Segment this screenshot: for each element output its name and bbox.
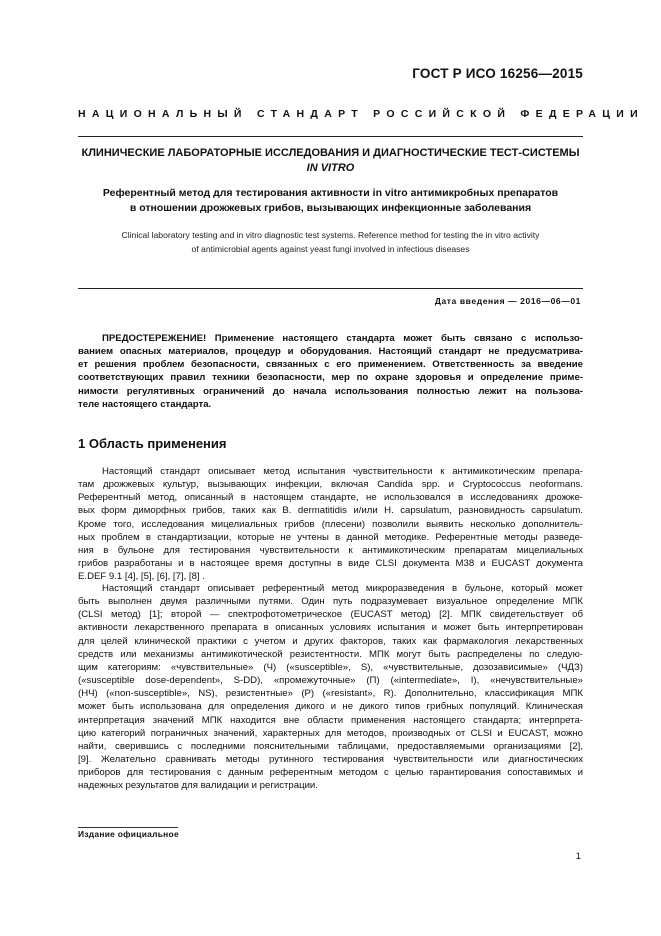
subtitle-line-2: в отношении дрожжевых грибов, вызывающих инфекционные заболевания — [129, 201, 532, 214]
header-divider — [78, 136, 583, 137]
paragraph-line: щим категориям: «чувствительные» (Ч) («susceptible», S), «чувствительные, дозозависимые» (ЧДЗ) — [78, 661, 583, 673]
document-title — [78, 146, 583, 175]
warning-line: теле настоящего стандарта. — [78, 398, 212, 410]
warning-line: ет решения проблем безопасности, связанных с его применением. Ответственность за введение — [78, 359, 583, 371]
warning-line: соответствующих правил техники безопасности, мер по охране здоровья и определение приме- — [78, 372, 583, 384]
title-divider — [78, 288, 583, 289]
paragraph-line: Настоящий стандарт описывает метод испытания чувствительности к антимикотическим препара- — [102, 466, 583, 477]
document-subtitle — [78, 186, 583, 215]
section-paragraph-1 — [78, 465, 583, 583]
paragraph-line: ных проблем в стандартизации, которые не учтены в данной методике. Референтные методы разведе- — [78, 531, 583, 543]
paragraph-line: Настоящий стандарт описывает референтный метод микроразведения в бульоне, который может — [102, 583, 583, 594]
english-title-line-2: of antimicrobial agents against yeast fungi involved in infectious diseases — [191, 244, 470, 254]
section-heading: 1 Область применения — [78, 436, 227, 451]
paragraph-line: вых форм диморфных грибов, таких как B. dermatitidis и/или H. capsulatum, разновидность capsulatum. — [78, 505, 583, 517]
paragraph-line: E.DEF 9.1 [4], [5], [6], [7], [8] . — [78, 571, 205, 583]
paragraph-line: там дрожжевых культур, вызывающих инфекции, включая Candida spp. и Cryptococcus neoformans. — [78, 479, 583, 491]
page-number: 1 — [575, 851, 581, 862]
english-title — [78, 228, 583, 256]
warning-line: ПРЕДОСТЕРЕЖЕНИЕ! Применение настоящего стандарта может быть связано с использо- — [102, 333, 583, 344]
paragraph-line: активности лекарственного препарата в описанных условиях испытания и может быть интерпретирован — [78, 622, 583, 634]
paragraph-line: Референтный метод, описанный в настоящем стандарте, не использовался в исследованиях дрожже- — [78, 492, 583, 504]
paragraph-line: для целей клинической практики с учетом и других факторов, таких как фармакология лекарственных — [78, 635, 583, 647]
footer-divider — [78, 827, 178, 828]
paragraph-line: (CLSI метод) [1]; второй — спектрофотометрическое (EUCAST метод) [2]. МПК свидетельствует об — [78, 609, 583, 621]
paragraph-line: быть выполнен двумя различными путями. Один путь подразумевает визуальное определение МПК — [78, 596, 583, 608]
english-title-line-1: Clinical laboratory testing and in vitro diagnostic test systems. Reference method for testing the in vitro activity — [121, 230, 540, 240]
standard-code: ГОСТ Р ИСО 16256—2015 — [412, 66, 583, 81]
paragraph-line: ния в бульоне для тестирования чувствительности к антимикотическим препаратам мицелиальных — [78, 544, 583, 556]
paragraph-line: приборов для тестирования с данным референтным методом с целью гарантирования сопоставимых и — [78, 767, 583, 779]
warning-line: нимости регулятивных ограничений до начала использования полностью лежит на пользова- — [78, 385, 583, 397]
warning-line: ванием опасных материалов, процедур и оборудования. Настоящий стандарт не предусматрива- — [78, 346, 583, 358]
paragraph-line: [9]. Желательно сравнивать методы рутинного тестирования чувствительности или диагностических — [78, 754, 583, 766]
subtitle-line-1: Референтный метод для тестирования активности in vitro антимикробных препаратов — [102, 187, 559, 199]
paragraph-line: цию категорий пограничных значений, характерных для методов, производных от CLSI и EUCAST, можно — [78, 727, 583, 739]
paragraph-line: найти, сверившись с последними пояснительными таблицами, предоставляемыми организациями [2], — [78, 740, 583, 752]
title-line-1: КЛИНИЧЕСКИЕ ЛАБОРАТОРНЫЕ ИССЛЕДОВАНИЯ И ДИАГНОСТИЧЕСКИЕ ТЕСТ-СИСТЕМЫ — [81, 147, 580, 159]
section-paragraph-2 — [78, 582, 583, 793]
official-edition-note: Издание официальное — [78, 829, 179, 839]
paragraph-line: грибов разработаны и в настоящее время доступны в виде CLSI документа M38 и EUCAST документа — [78, 558, 583, 570]
paragraph-line: может быть использована для определения дикого и не дикого типов грибных популяций. Клиническая — [78, 701, 583, 713]
paragraph-line: (НЧ) («non-susceptible», NS), резистентные» (Р) («resistant», R). Дополнительно, классификация МПК — [78, 688, 583, 700]
paragraph-line: надежных результатов для валидации и регистрации. — [78, 780, 318, 792]
title-line-2: IN VITRO — [306, 161, 355, 174]
warning-paragraph — [78, 332, 583, 411]
effective-date: Дата введения — 2016—06—01 — [434, 296, 581, 306]
paragraph-line: средств или механизмы антимикотической резистентности. МПК могут быть распределены по следую- — [78, 648, 583, 660]
national-standard-banner: НАЦИОНАЛЬНЫЙ СТАНДАРТ РОССИЙСКОЙ ФЕДЕРАЦИИ — [78, 108, 644, 120]
paragraph-line: («susceptible dose-dependent», S-DD), «промежуточные» (П) («intermediate», I), «нечувствительные» — [78, 675, 583, 687]
paragraph-line: интерпретация значений МПК находится вне области применения настоящего стандарта; интерпрета- — [78, 714, 583, 726]
paragraph-line: Кроме того, исследования мицелиальных грибов (плесени) позволили выявить несколько дополнитель- — [78, 518, 583, 530]
